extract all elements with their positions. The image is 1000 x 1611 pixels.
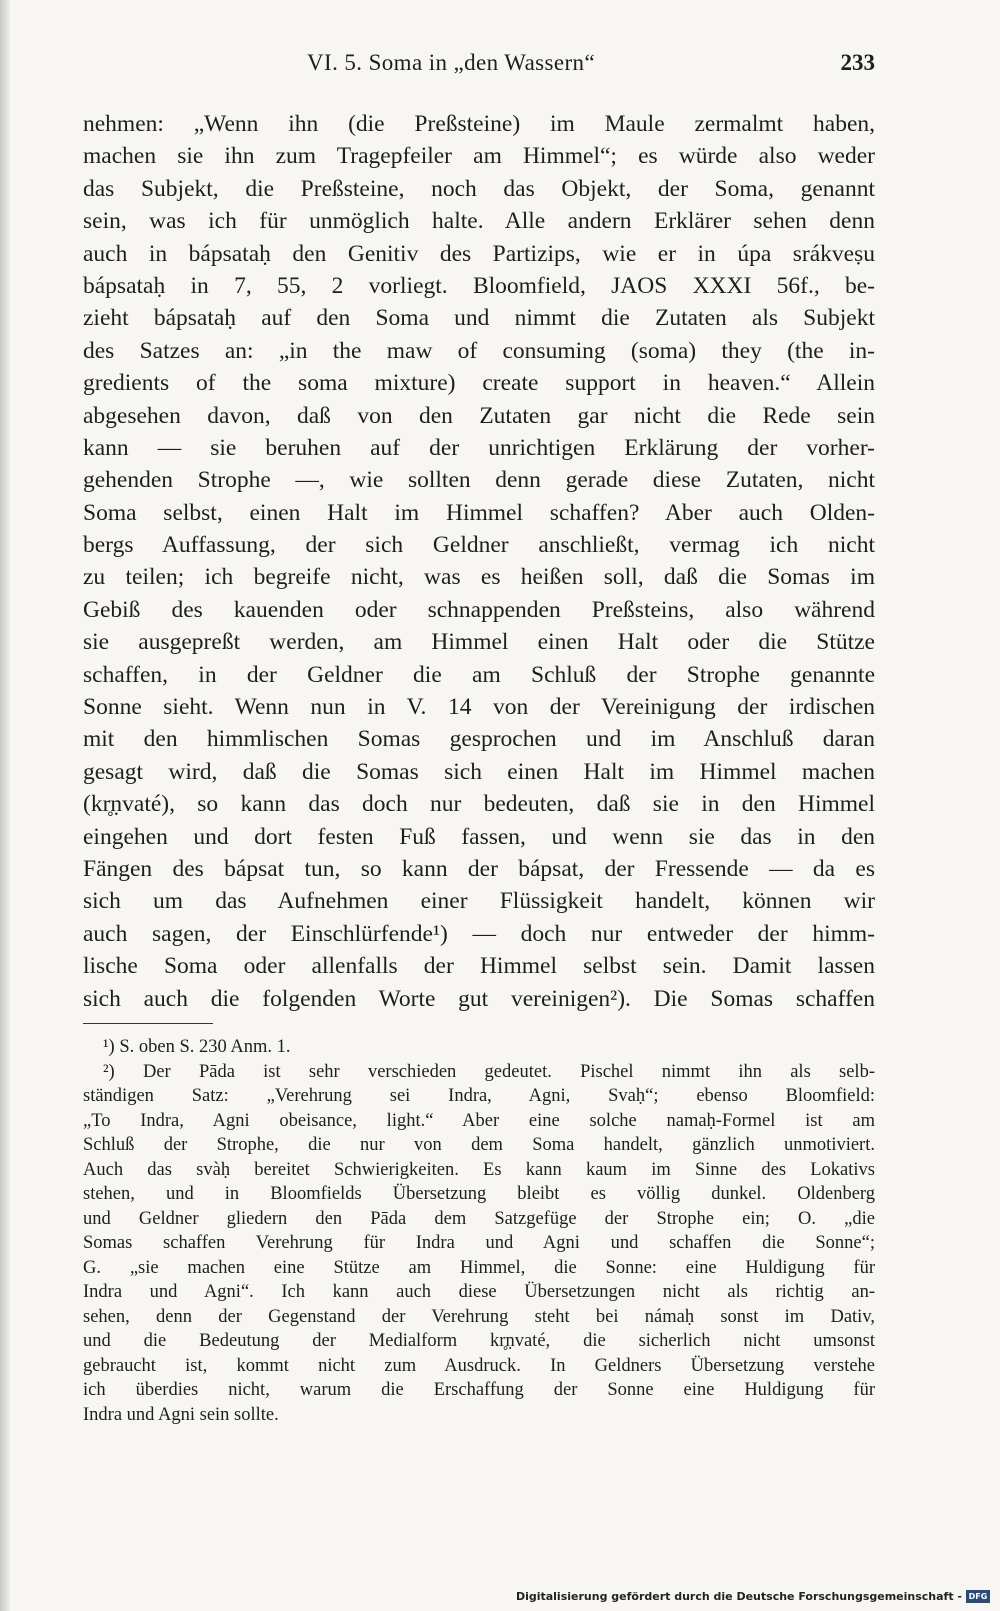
footnote-line: Somas schaffen Verehrung für Indra und Agni und schaffen die Sonne“; [83,1233,875,1253]
text-line: bergs Auffassung, der sich Geldner anschließt, vermag ich nicht [83,532,875,559]
text-line: sein, was ich für unmöglich halte. Alle andern Erklärer sehen denn [83,208,875,235]
digitization-footer [516,1586,990,1606]
footnote-line: ich überdies nicht, warum die Erschaffung der Sonne eine Huldigung für [83,1380,875,1400]
footnote-line: und Geldner gliedern den Pāda dem Satzgefüge der Strophe ein; O. „die [83,1208,875,1229]
footnote-line: sehen, denn der Gegenstand der Verehrung steht bei námaḥ sonst im Dativ, [83,1306,875,1327]
footnote-line: ²) Der Pāda ist sehr verschieden gedeutet. Pischel nimmt ihn als selb- [103,1061,875,1082]
text-line: Gebiß des kauenden oder schnappenden Preßsteins, also während [83,596,875,623]
text-line: sich um das Aufnehmen einer Flüssigkeit handelt, können wir [83,888,875,915]
book-page [10,0,1000,1611]
text-line: eingehen und dort festen Fuß fassen, und wenn sie das in den [83,823,875,850]
footnote-line: ständigen Satz: „Verehrung sei Indra, Agni, Svaḥ“; ebenso Bloomfield: [83,1086,875,1106]
text-line: gesagt wird, daß die Somas sich einen Halt im Himmel machen [83,758,875,785]
text-line: abgesehen davon, daß von den Zutaten gar nicht die Rede sein [83,402,875,429]
footnote-line: Schluß der Strophe, die nur von dem Soma handelt, gänzlich unmotiviert. [83,1135,875,1155]
footnote-rule [83,1023,213,1024]
text-line: bápsataḥ in 7, 55, 2 vorliegt. Bloomfield, JAOS XXXI 56f., be- [83,272,875,299]
text-line: gredients of the soma mixture) create support in heaven.“ Allein [83,370,875,397]
text-line: zu teilen; ich begreife nicht, was es heißen soll, daß die Somas im [83,564,875,591]
scan-edge-shadow [0,0,10,1611]
text-line: des Satzes an: „in the maw of consuming (soma) they (the in- [83,337,875,364]
text-line: (kr̥ṇvaté), so kann das doch nur bedeuten, daß sie in den Himmel [83,791,875,818]
text-line: sich auch die folgenden Worte gut vereinigen²). Die Somas schaffen [83,985,875,1012]
text-line: das Subjekt, die Preßsteine, noch das Objekt, der Soma, genannt [83,175,875,202]
main-text [83,108,875,1015]
text-line: schaffen, in der Geldner die am Schluß der Strophe genannte [83,661,875,688]
text-line: auch sagen, der Einschlürfende¹) — doch nur entweder der himm- [83,920,875,947]
text-line: Sonne sieht. Wenn nun in V. 14 von der Vereinigung der irdischen [83,694,875,721]
text-line: machen sie ihn zum Tragepfeiler am Himmel“; es würde also weder [83,143,875,170]
footnote-line: Indra und Agni“. Ich kann auch diese Übersetzungen nicht als richtig an- [83,1282,875,1302]
footnote-line: Auch das svàḥ bereitet Schwierigkeiten. Es kann kaum im Sinne des Lokativs [83,1159,875,1180]
text-line: zieht bápsataḥ auf den Soma und nimmt die Zutaten als Subjekt [83,305,875,332]
text-line: auch in bápsataḥ den Genitiv des Partizips, wie er in úpa srákveṣu [83,240,875,267]
footnote-line: gebraucht ist, kommt nicht zum Ausdruck. In Geldners Übersetzung verstehe [83,1355,875,1376]
footnotes [83,1035,875,1427]
footnote-line: ¹) S. oben S. 230 Anm. 1. [103,1037,291,1057]
page-number: 233 [840,50,875,75]
text-line: Soma selbst, einen Halt im Himmel schaffen? Aber auch Olden- [83,499,875,526]
footnote-line: und die Bedeutung der Medialform kr̥ṇvaté, die sicherlich nicht umsonst [83,1331,875,1351]
text-line: lische Soma oder allenfalls der Himmel selbst sein. Damit lassen [83,953,875,980]
text-line: sie ausgepreßt werden, am Himmel einen Halt oder die Stütze [83,629,875,656]
text-line: kann — sie beruhen auf der unrichtigen Erklärung der vorher- [83,434,875,461]
dfg-logo: DFG [966,1590,990,1603]
footer-text: Digitalisierung gefördert durch die Deutsche Forschungsgemeinschaft - [515,1589,962,1603]
text-line: gehenden Strophe —, wie sollten denn gerade diese Zutaten, nicht [83,467,875,494]
text-line: mit den himmlischen Somas gesprochen und im Anschluß daran [83,726,875,753]
page-header [307,50,875,84]
running-title: VI. 5. Soma in „den Wassern“ [307,50,596,75]
text-line: Fängen des bápsat tun, so kann der bápsat, der Fressende — da es [83,855,875,882]
footnote-line: Indra und Agni sein sollte. [83,1404,279,1425]
text-line: nehmen: „Wenn ihn (die Preßsteine) im Maule zermalmt haben, [83,111,875,137]
footnote-line: G. „sie machen eine Stütze am Himmel, die Sonne: eine Huldigung für [83,1257,875,1278]
footnote-line: „To Indra, Agni obeisance, light.“ Aber eine solche namaḥ-Formel ist am [83,1110,875,1131]
footnote-line: stehen, und in Bloomfields Übersetzung bleibt es völlig dunkel. Oldenberg [83,1184,875,1204]
